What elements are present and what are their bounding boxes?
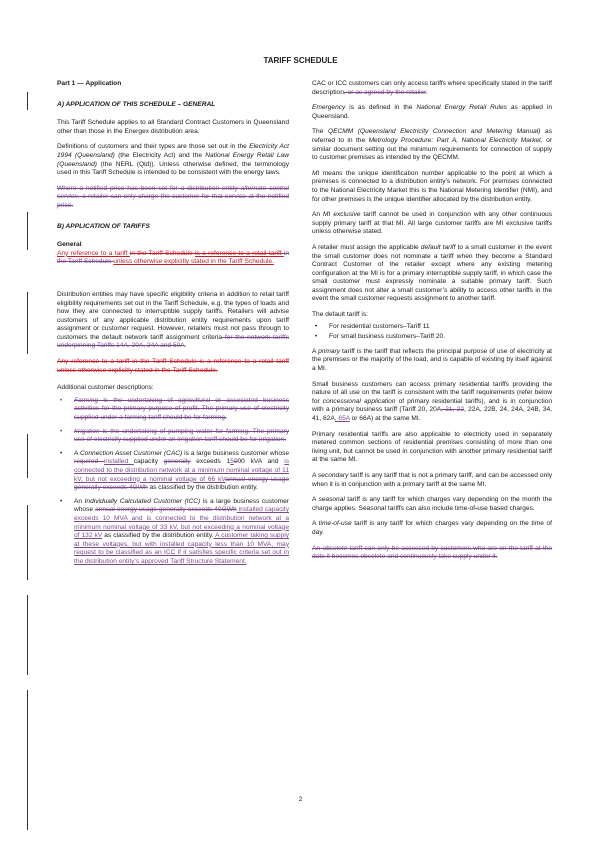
paragraph: This Tariff Schedule applies to all Standard Contract Customers in Queensland other than those in the Energex distribution area. [57, 119, 289, 135]
paragraph: Small business customers can access primary residential tariffs providing the nature of all use on the tariff is consistent with the tariff requirements (refer below for concessional application of primary residential tariffs), and is in conjunction with a primary business tariff (Tariff 20, 20A, 21, 22, 22A, 22B, 24, 24A, 24B, 34, 41, 62A, 65A or 66A) at the same MI. [312, 380, 552, 422]
list-item: • For small business customers–Tariff 20. [315, 333, 446, 341]
section-b-heading: B) APPLICATION OF TARIFFS [57, 222, 150, 230]
paragraph: The default tariff is: [312, 311, 368, 319]
part-heading: Part 1 — Application [57, 80, 122, 87]
change-bar [27, 292, 28, 354]
paragraph: An MI exclusive tariff cannot be used in conjunction with any other continuous supply primary tariff at that MI. All large customer tariffs are MI exclusive tariffs unless otherwise stated. [312, 211, 552, 236]
change-bar [27, 595, 28, 675]
deleted-paragraph: An obsolete tariff can only be accessed by customers who are on the tariff at the date it becomes obsolete and continuously take supply under it. [312, 544, 552, 561]
paragraph: A seasonal tariff is any tariff for which charges vary depending on the month the charge applies. Seasonal tariffs can also include time-of-use based charges. [312, 496, 552, 512]
change-bar [27, 212, 28, 250]
paragraph: Distribution entities may have specific eligibility criteria in addition to retail tariff eligibility requirements set out in the Tariff Schedule, e.g. the types of loads and how they are connected to interruptible supply tariffs. Retailers will advise customers of any applicable distribution entity requirements upon tariff assignment or customer request. However, retailers must not pass through to customers the default network tariff assignment criteria for the network tariffs underpinning Tariffs 14A, 20A, 24A and 50A. [57, 290, 289, 350]
tracked-paragraph: Any reference to a tariff in the Tariff Schedule is a reference to a retail tariff in the Tariff Schedule unless otherwise explicitly stated in the Tariff Schedule. [57, 249, 290, 266]
change-bar [27, 690, 28, 830]
paragraph: A time-of-use tariff is any tariff for which charges vary depending on the time of day. [312, 520, 552, 536]
deleted-paragraph: Where a notified price has been set for a distribution entity alternate control service, a retailer can only charge the customer for that service at the notified price. [57, 184, 289, 209]
paragraph: A primary tariff is the tariff that reflects the principal purpose of use of electricity at the premises or the majority of the load, and is capable of existing by itself against a MI. [312, 347, 552, 373]
paragraph: Definitions of customers and their types are those set out in the Electricity Act 1994 (Queensland) (the Electricity Act) and the National Energy Retail Law (Queensland) (the NERL (Qld)). Unless otherwise defined, the terminology used in this Tariff Schedule is intended to be consistent with the energy laws. [57, 143, 289, 177]
left-column [57, 80, 289, 573]
section-a-heading: A) APPLICATION OF THIS SCHEDULE – GENERAL [57, 100, 216, 108]
paragraph: A retailer must assign the applicable default tariff to a small customer in the event the small customer does not nominate a tariff when they become a Standard Contract Customer of the retailer except where any existing metering configuration at the MI is for a primary interruptible supply tariff, in which case the small customer must expressly nominate a suitable primary tariff. Such assignment does not alter a small customer’s ability to access other tariffs in the event the small customer requests assignment to another tariff. [312, 243, 553, 303]
paragraph: The QECMM (Queensland Electricity Connection and Metering Manual) as referred to in the Metrology Procedure: Part A, National Electricity Market, or similar document setting out the minimum requirements for connection of supply to customer premises as intended by the QECMM. [312, 128, 553, 162]
deleted-paragraph: Any reference to a tariff in the Tariff Schedule is a reference to a retail tariff unless otherwise explicitly stated in the Tariff Schedule. [57, 358, 289, 374]
list-item: • A Connection Asset Customer (CAC) is a large business customer whose required installed capacity generally exceeds 15000 kVA and is connected to the distribution network at a minimum nominal voltage of 11 kV, but not exceeding a nominal voltage of 66 kVannual energy usage generally exceeds 4GWh as classified by the distribution entity. [60, 449, 290, 492]
paragraph: Primary residential tariffs are also applicable to electricity used in separately metered common sections of residential premises consisting of more than one living unit, but cannot be used in conjunction with another primary residential tariff at the same MI. [312, 430, 552, 464]
paragraph: Emergency is as defined in the National Energy Retail Rules as applied in Queensland. [312, 104, 553, 120]
page-title: TARIFF SCHEDULE [263, 56, 338, 65]
change-bar [27, 92, 28, 110]
default-tariff-list [312, 323, 552, 342]
general-heading: General [57, 241, 82, 249]
additional-descriptions-label: Additional customer descriptions: [57, 384, 154, 392]
list-item: • Irrigation is the undertaking of pumping water for farming. The primary use of electricity supplied under an irrigation tariff should be for irrigation. [60, 427, 289, 444]
list-item: • Farming is the undertaking of agricultural or associated business activities for the primary purpose of profit. The primary use of electricity supplied under a farming tariff should be for farming. [60, 396, 289, 422]
change-bar [27, 434, 28, 478]
right-column [312, 80, 552, 569]
change-bar [27, 505, 28, 580]
paragraph: A secondary tariff is any tariff that is not a primary tariff, and can be accessed only when it is in conjunction with a primary tariff at the same MI. [312, 471, 552, 488]
list-item: • For residential customers–Tariff 11 [315, 322, 430, 330]
paragraph: CAC or ICC customers can only access tariffs where specifically stated in the tariff description, or as agreed by the retailer. [312, 80, 552, 96]
customer-descriptions-list [57, 397, 289, 567]
paragraph: MI means the unique identification number applicable to the point at which a premises is connected to a distribution entity’s network. For premises connected to the National Electricity Market this is the National Metering Identifier (NMI), and for other premises is the unique identifier allocated by the distribution entity. [312, 169, 552, 203]
list-item: • An Individually Calculated Customer (ICC) is a large business customer whose annual energy usage generally exceeds 40GWh installed capacity exceeds 10 MVA and is connected to the distribution network at a minimum nominal voltage of 33 kV, but not exceeding a nominal voltage of 132 kV as classified by the distribution entity. A customer taking supply at these voltages, but with installed capacity less than 10 MVA, may request to be classified as an ICC if it satisfies specific criteria set out in the distribution entity’s approved Tariff Structure Statement. [60, 497, 289, 565]
page-number: 2 [298, 796, 303, 803]
